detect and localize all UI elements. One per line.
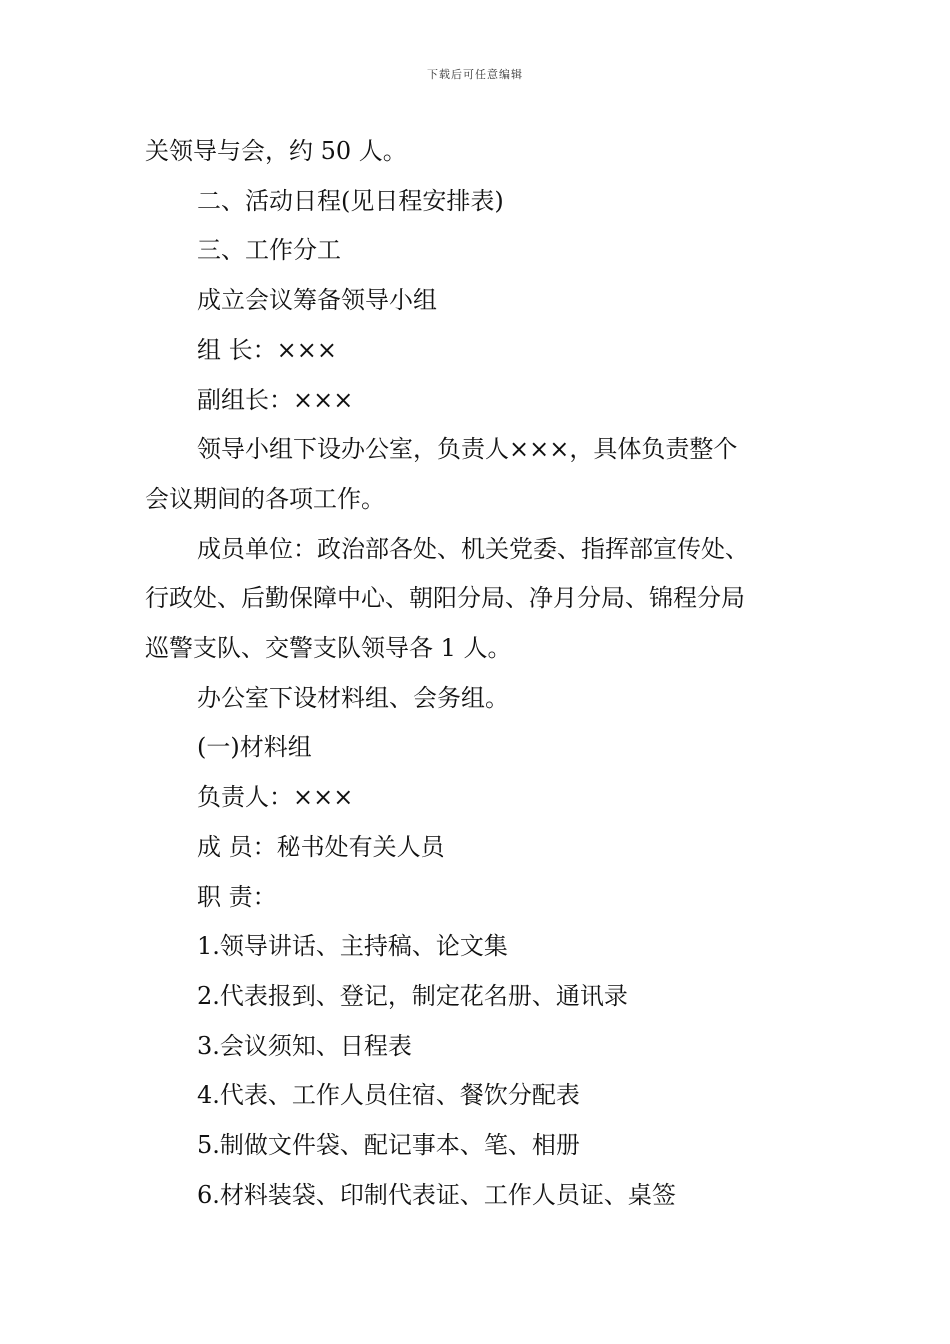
paragraph: 办公室下设材料组、会务组。 <box>197 683 509 712</box>
list-item: 3.会议须知、日程表 <box>197 1031 412 1060</box>
paragraph: 领导小组下设办公室，负责人×××，具体负责整个 <box>197 435 738 464</box>
paragraph: 巡警支队、交警支队领导各 1 人。 <box>145 634 512 663</box>
list-item: 5.制做文件袋、配记事本、笔、相册 <box>197 1131 580 1160</box>
paragraph: 三、工作分工 <box>197 236 341 265</box>
paragraph: 行政处、后勤保障中心、朝阳分局、净月分局、锦程分局 <box>145 584 745 613</box>
list-item: 4.代表、工作人员住宿、餐饮分配表 <box>197 1081 580 1110</box>
paragraph: 二、活动日程(见日程安排表) <box>197 186 504 215</box>
document-body <box>145 127 810 1220</box>
paragraph: 关领导与会，约 50 人。 <box>145 137 407 165</box>
paragraph: 职 责： <box>197 882 277 911</box>
paragraph: 成立会议筹备领导小组 <box>197 286 437 315</box>
paragraph: 成 员：秘书处有关人员 <box>197 832 445 861</box>
page-header-note: 下载后可任意编辑 <box>427 68 523 81</box>
list-item: 6.材料装袋、印制代表证、工作人员证、桌签 <box>197 1180 676 1209</box>
section-heading: (一)材料组 <box>197 733 312 762</box>
list-item: 2.代表报到、登记，制定花名册、通讯录 <box>197 981 628 1010</box>
paragraph: 会议期间的各项工作。 <box>145 484 385 513</box>
list-item: 1.领导讲话、主持稿、论文集 <box>197 932 508 961</box>
paragraph: 成员单位：政治部各处、机关党委、指挥部宣传处、 <box>197 534 749 563</box>
paragraph: 负责人：××× <box>197 783 354 812</box>
paragraph: 副组长：××× <box>197 385 354 414</box>
paragraph: 组 长：××× <box>197 335 337 364</box>
